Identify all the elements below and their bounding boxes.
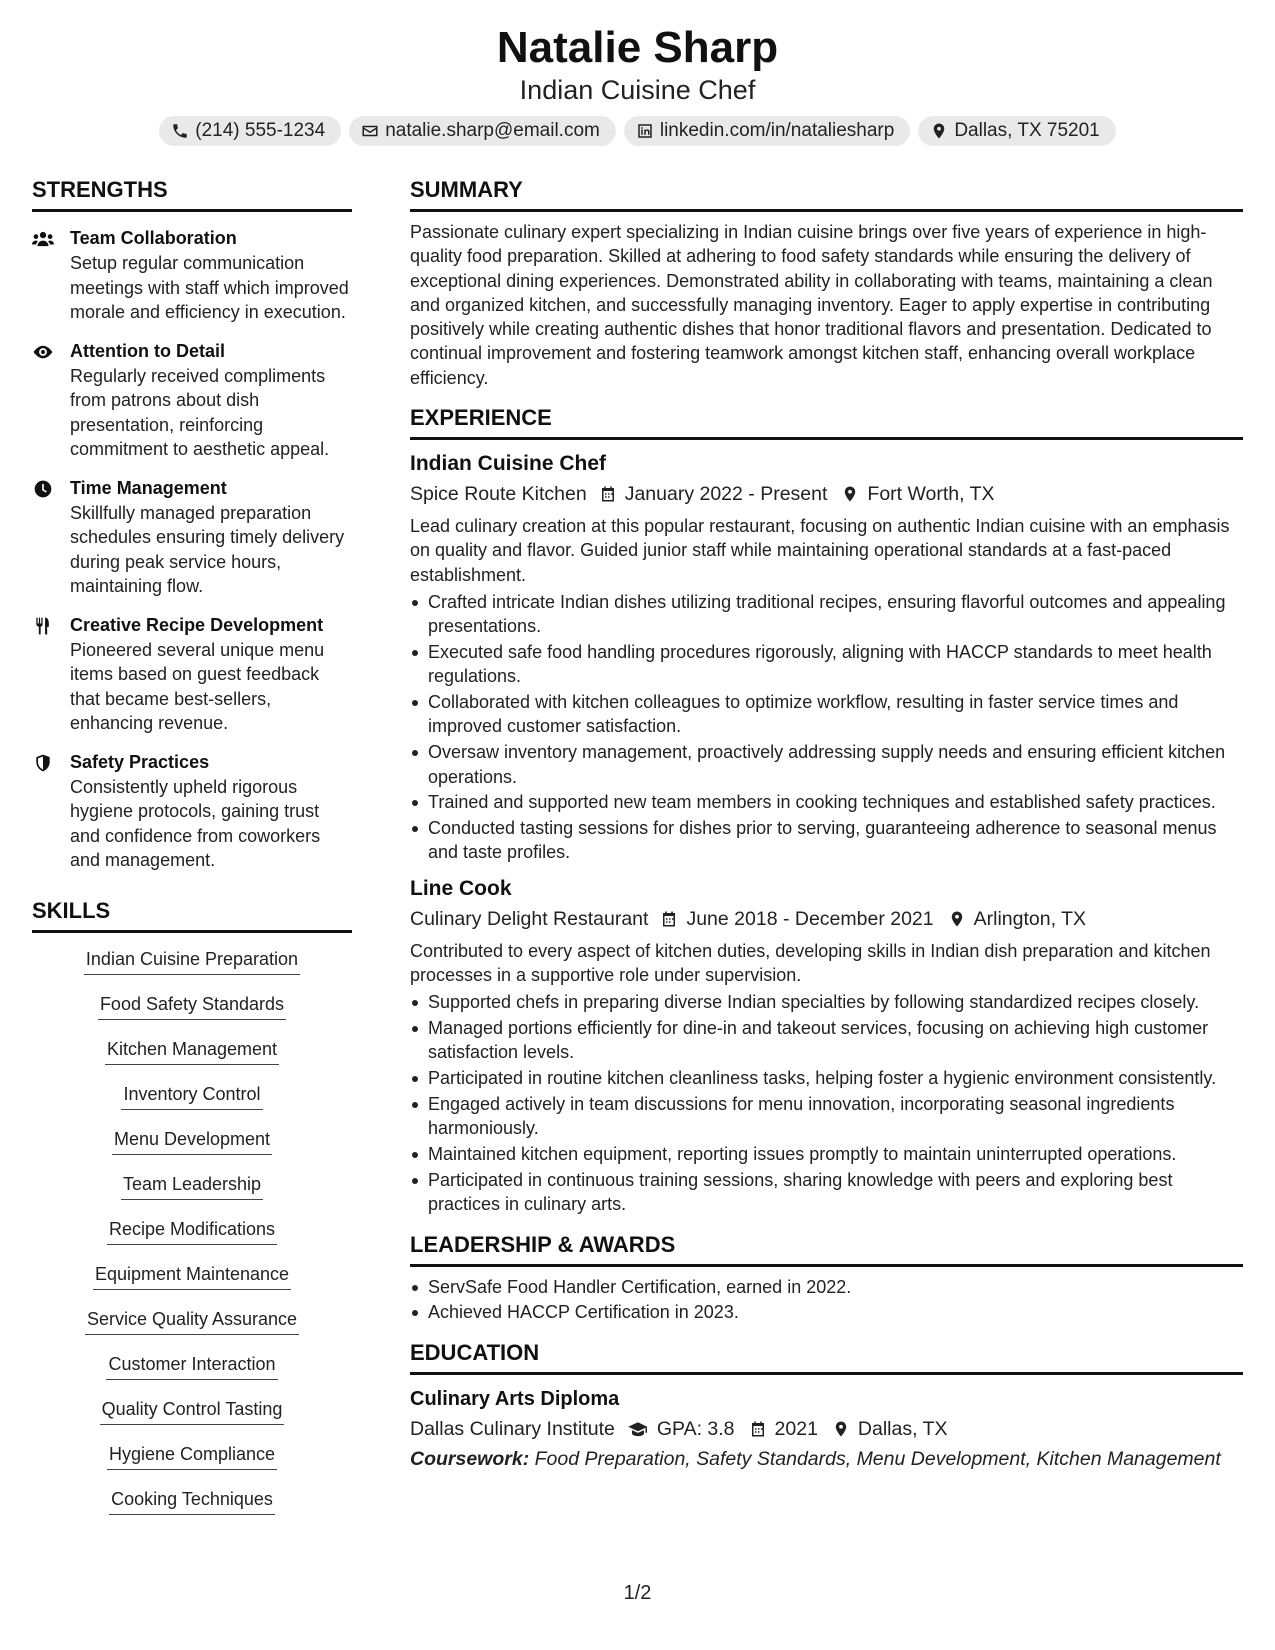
- strength-title: Time Management: [70, 477, 227, 498]
- list-item: Oversaw inventory management, proactively addressing supply needs and ensuring efficient kitchen operations.: [410, 740, 1243, 789]
- map-pin-icon: [948, 910, 966, 928]
- skill-item: Inventory Control: [121, 1082, 262, 1110]
- job-title: Indian Cuisine Chef: [410, 452, 607, 476]
- linkedin-text: linkedin.com/in/nataliesharp: [659, 120, 895, 141]
- coursework-label: Coursework:: [410, 1447, 530, 1470]
- strength-item: [32, 613, 352, 736]
- strength-desc: Pioneered several unique menu items based on guest feedback that became best-sellers, enhancing revenue.: [70, 639, 325, 733]
- skill-item: Equipment Maintenance: [93, 1262, 291, 1290]
- skill-item: Service Quality Assurance: [85, 1307, 299, 1335]
- experience-heading: EXPERIENCE: [410, 404, 1243, 440]
- coursework-text: Food Preparation, Safety Standards, Menu Development, Kitchen Management: [534, 1447, 1221, 1470]
- email-text: natalie.sharp@email.com: [385, 120, 600, 141]
- skill-item: Indian Cuisine Preparation: [84, 947, 300, 975]
- job-location: Arlington, TX: [973, 907, 1086, 930]
- envelope-icon: [361, 122, 379, 140]
- phone-text: (214) 555-1234: [195, 120, 326, 141]
- skill-item: Hygiene Compliance: [107, 1442, 277, 1470]
- location-text: Dallas, TX 75201: [954, 120, 1100, 141]
- strength-item: [32, 750, 352, 873]
- skill-item: Kitchen Management: [105, 1037, 279, 1065]
- left-column: [32, 176, 352, 1532]
- eye-icon: [32, 342, 54, 362]
- job-description: Contributed to every aspect of kitchen duties, developing skills in Indian dish preparation and kitchen processes in a supportive role under supervision.: [410, 940, 1211, 986]
- list-item: Conducted tasting sessions for dishes prior to serving, guaranteeing adherence to seasonal menus and taste profiles.: [410, 816, 1243, 865]
- page-number: 1/2: [623, 1582, 652, 1604]
- calendar-icon: [660, 910, 678, 928]
- job-company: Culinary Delight Restaurant: [410, 907, 649, 930]
- map-pin-icon: [930, 122, 948, 140]
- list-item: Supported chefs in preparing diverse Indian specialties by following standardized recipes closely.: [410, 990, 1243, 1014]
- skill-item: Cooking Techniques: [109, 1487, 275, 1515]
- graduation-cap-icon: [627, 1420, 649, 1438]
- job-bullets: [410, 990, 1243, 1216]
- list-item: Achieved HACCP Certification in 2023.: [410, 1300, 1243, 1324]
- job-description: Lead culinary creation at this popular restaurant, focusing on authentic Indian cuisine with an emphasis on quality and flavor. Guided junior staff while maintaining operational standards at a fast-paced establishment.: [410, 516, 1230, 585]
- education-heading: EDUCATION: [410, 1339, 1243, 1375]
- strength-title: Safety Practices: [70, 751, 210, 772]
- degree-title: Culinary Arts Diploma: [410, 1387, 620, 1410]
- strength-desc: Setup regular communication meetings with staff which improved morale and efficiency in execution.: [70, 253, 349, 322]
- strengths-heading: STRENGTHS: [32, 176, 352, 212]
- list-item: Crafted intricate Indian dishes utilizing traditional recipes, ensuring flavorful outcomes and appealing presentations.: [410, 590, 1243, 639]
- strength-item: [32, 226, 352, 325]
- awards-heading: LEADERSHIP & AWARDS: [410, 1231, 1243, 1267]
- strength-title: Team Collaboration: [70, 228, 237, 248]
- calendar-icon: [749, 1420, 767, 1438]
- list-item: Maintained kitchen equipment, reporting issues promptly to maintain uninterrupted operations.: [410, 1142, 1243, 1166]
- job-dates: June 2018 - December 2021: [686, 907, 934, 930]
- job-meta: [410, 905, 1243, 933]
- job-title: Line Cook: [410, 876, 512, 900]
- linkedin-contact[interactable]: [624, 116, 910, 146]
- linkedin-icon: [636, 122, 654, 140]
- strength-desc: Consistently upheld rigorous hygiene protocols, gaining trust and confidence from coworkers and management.: [70, 776, 321, 870]
- strength-title: Attention to Detail: [70, 340, 225, 361]
- candidate-role: Indian Cuisine Chef: [519, 75, 756, 105]
- utensils-icon: [32, 616, 54, 636]
- education-location: Dallas, TX: [857, 1417, 948, 1440]
- candidate-name: Natalie Sharp: [496, 23, 779, 72]
- summary-heading: SUMMARY: [410, 176, 1243, 212]
- gpa-text: GPA: 3.8: [656, 1417, 735, 1440]
- list-item: Trained and supported new team members in cooking techniques and established safety practices.: [410, 790, 1243, 814]
- coursework-line: [410, 1445, 1243, 1473]
- users-icon: [32, 229, 54, 249]
- job-entry: [410, 450, 1243, 865]
- job-location: Fort Worth, TX: [867, 483, 995, 506]
- skill-item: Menu Development: [112, 1127, 272, 1155]
- list-item: Participated in routine kitchen cleanliness tasks, helping foster a hygienic environment consistently.: [410, 1066, 1243, 1090]
- skill-item: Customer Interaction: [106, 1352, 277, 1380]
- strength-desc: Regularly received compliments from patrons about dish presentation, reinforcing commitment to aesthetic appeal.: [70, 365, 330, 459]
- strength-item: [32, 476, 352, 599]
- awards-list: [410, 1275, 1243, 1325]
- clock-icon: [32, 479, 54, 499]
- education-meta: [410, 1415, 1243, 1443]
- job-dates: January 2022 - Present: [624, 483, 828, 506]
- skills-list: [32, 947, 352, 1532]
- shield-icon: [32, 753, 54, 773]
- list-item: Participated in continuous training sessions, sharing knowledge with peers and exploring best practices in culinary arts.: [410, 1168, 1243, 1217]
- skill-item: Team Leadership: [121, 1172, 263, 1200]
- list-item: Managed portions efficiently for dine-in and takeout services, focusing on achieving high customer satisfaction levels.: [410, 1016, 1243, 1065]
- location-contact: [918, 116, 1115, 146]
- job-entry: [410, 875, 1243, 1217]
- job-company: Spice Route Kitchen: [410, 483, 587, 506]
- list-item: Collaborated with kitchen colleagues to optimize workflow, resulting in faster service times and improved customer satisfaction.: [410, 690, 1243, 739]
- calendar-icon: [599, 485, 617, 503]
- email-contact[interactable]: [349, 116, 616, 146]
- resume-header: [0, 22, 1275, 146]
- list-item: Engaged actively in team discussions for menu innovation, incorporating seasonal ingredients harmoniously.: [410, 1092, 1243, 1141]
- skills-heading: SKILLS: [32, 897, 352, 933]
- graduation-year: 2021: [774, 1417, 818, 1440]
- right-column: [410, 176, 1243, 1473]
- phone-contact[interactable]: [159, 116, 341, 146]
- map-pin-icon: [841, 485, 859, 503]
- map-pin-icon: [832, 1420, 850, 1438]
- list-item: Executed safe food handling procedures rigorously, aligning with HACCP standards to meet health regulations.: [410, 640, 1243, 689]
- job-bullets: [410, 590, 1243, 865]
- skill-item: Recipe Modifications: [107, 1217, 277, 1245]
- list-item: ServSafe Food Handler Certification, earned in 2022.: [410, 1275, 1243, 1299]
- contact-bar: [0, 116, 1275, 146]
- summary-text: Passionate culinary expert specializing in Indian cuisine brings over five years of experience in high-quality food preparation. Skilled at adhering to food safety standards while ensuring the delivery of exceptional dining experiences. Demonstrated ability in collaborating with teams, maintaining a clean and organized kitchen, and successfully managing inventory. Eager to apply expertise in contributing positively while creating authentic dishes that honor traditional flavors and presentation. Dedicated to continual improvement and fostering teamwork amongst kitchen staff, enhancing overall workplace efficiency.: [410, 222, 1213, 388]
- strength-title: Creative Recipe Development: [70, 614, 324, 635]
- strength-desc: Skillfully managed preparation schedules ensuring timely delivery during peak service hours, maintaining flow.: [70, 502, 345, 596]
- school-name: Dallas Culinary Institute: [410, 1417, 615, 1440]
- skill-item: Quality Control Tasting: [100, 1397, 285, 1425]
- strength-item: [32, 339, 352, 462]
- job-meta: [410, 480, 1243, 508]
- phone-icon: [171, 122, 189, 140]
- skill-item: Food Safety Standards: [98, 992, 286, 1020]
